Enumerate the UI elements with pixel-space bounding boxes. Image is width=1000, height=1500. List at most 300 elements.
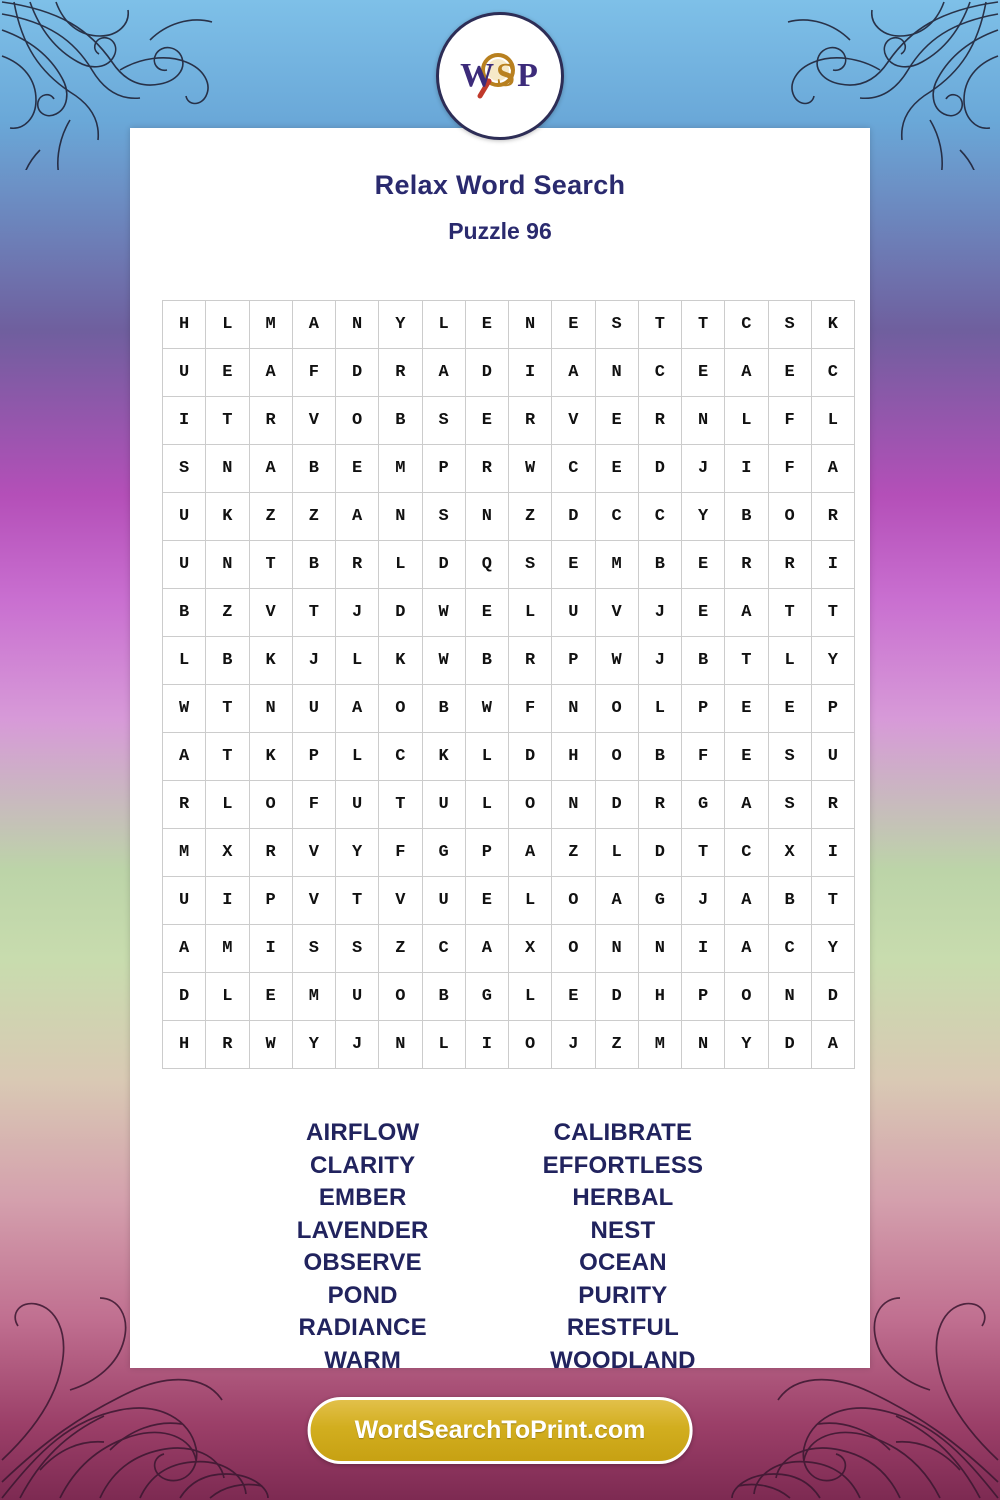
grid-cell[interactable]: C: [595, 493, 638, 541]
word-search-grid[interactable]: [162, 300, 838, 1069]
grid-cell[interactable]: R: [379, 349, 422, 397]
grid-cell[interactable]: T: [292, 589, 335, 637]
grid-cell[interactable]: L: [379, 541, 422, 589]
grid-cell[interactable]: X: [768, 829, 811, 877]
grid-cell[interactable]: S: [768, 733, 811, 781]
grid-cell[interactable]: X: [509, 925, 552, 973]
grid-cell[interactable]: C: [725, 301, 768, 349]
grid-cell[interactable]: U: [422, 877, 465, 925]
grid-cell[interactable]: R: [768, 541, 811, 589]
grid-cell[interactable]: D: [336, 349, 379, 397]
grid-cell[interactable]: N: [509, 301, 552, 349]
word-list-item: OCEAN: [579, 1249, 667, 1276]
grid-cell[interactable]: J: [336, 589, 379, 637]
grid-cell[interactable]: F: [379, 829, 422, 877]
grid-row: [163, 445, 855, 493]
grid-cell[interactable]: T: [682, 301, 725, 349]
grid-cell[interactable]: F: [768, 445, 811, 493]
logo-letter-w: W: [460, 57, 497, 94]
grid-cell[interactable]: B: [638, 733, 681, 781]
grid-cell[interactable]: N: [595, 925, 638, 973]
grid-cell[interactable]: T: [206, 397, 249, 445]
grid-row: [163, 829, 855, 877]
grid-cell[interactable]: W: [249, 1021, 292, 1069]
grid-cell[interactable]: T: [336, 877, 379, 925]
grid-cell[interactable]: J: [336, 1021, 379, 1069]
grid-cell[interactable]: O: [336, 397, 379, 445]
grid-cell[interactable]: T: [206, 685, 249, 733]
grid-cell[interactable]: S: [768, 781, 811, 829]
grid-cell[interactable]: A: [811, 445, 854, 493]
grid-cell[interactable]: R: [509, 397, 552, 445]
grid-row: [163, 349, 855, 397]
grid-cell[interactable]: E: [725, 685, 768, 733]
grid-cell[interactable]: P: [422, 445, 465, 493]
grid-cell[interactable]: W: [509, 445, 552, 493]
logo-letter-s: S: [496, 57, 518, 94]
grid-cell[interactable]: E: [768, 685, 811, 733]
grid-cell[interactable]: G: [638, 877, 681, 925]
grid-cell[interactable]: R: [638, 397, 681, 445]
grid-cell[interactable]: K: [249, 637, 292, 685]
grid-cell[interactable]: X: [206, 829, 249, 877]
grid-cell[interactable]: C: [811, 349, 854, 397]
grid-cell[interactable]: C: [638, 349, 681, 397]
grid-cell[interactable]: Z: [509, 493, 552, 541]
grid-cell[interactable]: H: [163, 301, 206, 349]
grid-cell[interactable]: M: [638, 1021, 681, 1069]
grid-cell[interactable]: O: [595, 685, 638, 733]
grid-row: [163, 301, 855, 349]
grid-cell[interactable]: G: [422, 829, 465, 877]
word-list-item: NEST: [590, 1216, 656, 1244]
grid-cell[interactable]: B: [379, 397, 422, 445]
word-list-item: WOODLAND: [550, 1346, 696, 1374]
word-list-item: EMBER: [318, 1184, 407, 1211]
site-url-label: WordSearchToPrint.com: [354, 1416, 646, 1444]
grid-row: [163, 973, 855, 1021]
grid-cell[interactable]: N: [379, 493, 422, 541]
grid-cell[interactable]: R: [336, 541, 379, 589]
grid-cell[interactable]: L: [811, 397, 854, 445]
grid-cell[interactable]: E: [206, 349, 249, 397]
grid-cell[interactable]: J: [682, 445, 725, 493]
grid-cell[interactable]: J: [682, 877, 725, 925]
grid-cell[interactable]: O: [552, 925, 595, 973]
grid-cell[interactable]: L: [725, 397, 768, 445]
grid-cell[interactable]: S: [336, 925, 379, 973]
grid-cell[interactable]: E: [595, 445, 638, 493]
word-list-item: HERBAL: [572, 1184, 674, 1211]
grid-cell[interactable]: V: [552, 397, 595, 445]
grid-cell[interactable]: U: [336, 781, 379, 829]
grid-cell[interactable]: I: [509, 349, 552, 397]
grid-cell[interactable]: A: [336, 493, 379, 541]
grid-cell[interactable]: C: [552, 445, 595, 493]
grid-cell[interactable]: L: [595, 829, 638, 877]
grid-cell[interactable]: U: [552, 589, 595, 637]
word-list-item: EFFORTLESS: [542, 1151, 704, 1179]
grid-cell[interactable]: O: [552, 877, 595, 925]
grid-cell[interactable]: I: [163, 397, 206, 445]
grid-cell[interactable]: D: [595, 973, 638, 1021]
grid-cell[interactable]: L: [163, 637, 206, 685]
word-list-item: WARM: [324, 1346, 402, 1374]
grid-cell[interactable]: O: [509, 781, 552, 829]
grid-cell[interactable]: B: [292, 541, 335, 589]
grid-cell[interactable]: P: [292, 733, 335, 781]
grid-row: [163, 685, 855, 733]
grid-cell[interactable]: R: [163, 781, 206, 829]
grid-row: [163, 541, 855, 589]
grid-cell[interactable]: L: [465, 781, 508, 829]
grid-cell[interactable]: W: [465, 685, 508, 733]
grid-cell[interactable]: T: [249, 541, 292, 589]
grid-cell[interactable]: I: [811, 541, 854, 589]
grid-cell[interactable]: G: [465, 973, 508, 1021]
grid-row: [163, 1021, 855, 1069]
grid-cell[interactable]: P: [811, 685, 854, 733]
grid-cell[interactable]: E: [595, 397, 638, 445]
word-list-item: CALIBRATE: [553, 1119, 693, 1146]
grid-cell[interactable]: L: [465, 733, 508, 781]
grid-cell[interactable]: I: [465, 1021, 508, 1069]
grid-cell[interactable]: D: [509, 733, 552, 781]
grid-cell[interactable]: N: [379, 1021, 422, 1069]
grid-cell[interactable]: Y: [811, 925, 854, 973]
grid-cell[interactable]: V: [292, 877, 335, 925]
grid-row: [163, 925, 855, 973]
grid-cell[interactable]: N: [595, 349, 638, 397]
grid-cell[interactable]: D: [638, 445, 681, 493]
grid-cell[interactable]: S: [163, 445, 206, 493]
grid-cell[interactable]: V: [249, 589, 292, 637]
grid-cell[interactable]: F: [682, 733, 725, 781]
grid-cell[interactable]: E: [552, 541, 595, 589]
grid-cell[interactable]: I: [725, 445, 768, 493]
grid-cell[interactable]: W: [422, 589, 465, 637]
grid-cell[interactable]: O: [725, 973, 768, 1021]
grid-cell[interactable]: A: [163, 925, 206, 973]
grid-cell[interactable]: B: [422, 685, 465, 733]
grid-cell[interactable]: P: [465, 829, 508, 877]
grid-cell[interactable]: N: [682, 1021, 725, 1069]
grid-cell[interactable]: O: [249, 781, 292, 829]
grid-cell[interactable]: E: [552, 301, 595, 349]
grid-cell[interactable]: S: [422, 493, 465, 541]
grid-cell[interactable]: V: [379, 877, 422, 925]
grid-cell[interactable]: J: [638, 637, 681, 685]
grid-cell[interactable]: Y: [336, 829, 379, 877]
grid-row: [163, 493, 855, 541]
grid-cell[interactable]: U: [163, 349, 206, 397]
grid-cell[interactable]: M: [595, 541, 638, 589]
grid-cell[interactable]: C: [768, 925, 811, 973]
grid-cell[interactable]: E: [249, 973, 292, 1021]
grid-cell[interactable]: M: [292, 973, 335, 1021]
grid-cell[interactable]: K: [811, 301, 854, 349]
grid-cell[interactable]: W: [595, 637, 638, 685]
grid-row: [163, 397, 855, 445]
grid-cell[interactable]: O: [379, 685, 422, 733]
grid-cell[interactable]: T: [379, 781, 422, 829]
grid-cell[interactable]: E: [682, 541, 725, 589]
grid-cell[interactable]: Q: [465, 541, 508, 589]
grid-cell[interactable]: R: [725, 541, 768, 589]
grid-cell[interactable]: B: [422, 973, 465, 1021]
grid-cell[interactable]: D: [422, 541, 465, 589]
grid-cell[interactable]: L: [509, 589, 552, 637]
grid-cell[interactable]: W: [422, 637, 465, 685]
grid-cell[interactable]: A: [249, 349, 292, 397]
grid-cell[interactable]: E: [465, 877, 508, 925]
grid-cell[interactable]: T: [811, 589, 854, 637]
grid-row: [163, 877, 855, 925]
grid-cell[interactable]: U: [163, 877, 206, 925]
grid-cell[interactable]: B: [292, 445, 335, 493]
grid-cell[interactable]: A: [595, 877, 638, 925]
grid-cell[interactable]: L: [509, 877, 552, 925]
grid-cell[interactable]: N: [465, 493, 508, 541]
grid-cell[interactable]: S: [422, 397, 465, 445]
grid-cell[interactable]: N: [638, 925, 681, 973]
grid-cell[interactable]: F: [768, 397, 811, 445]
grid-cell[interactable]: A: [465, 925, 508, 973]
grid-row: [163, 733, 855, 781]
grid-cell[interactable]: E: [682, 589, 725, 637]
grid-cell[interactable]: B: [638, 541, 681, 589]
grid-cell[interactable]: R: [509, 637, 552, 685]
grid-cell[interactable]: L: [206, 781, 249, 829]
grid-cell[interactable]: K: [422, 733, 465, 781]
grid-cell[interactable]: A: [725, 877, 768, 925]
grid-cell[interactable]: C: [638, 493, 681, 541]
grid-cell[interactable]: R: [811, 493, 854, 541]
grid-cell[interactable]: D: [768, 1021, 811, 1069]
word-list: [130, 1117, 870, 1377]
grid-cell[interactable]: Y: [682, 493, 725, 541]
grid-cell[interactable]: R: [249, 829, 292, 877]
grid-cell[interactable]: N: [206, 541, 249, 589]
grid-cell[interactable]: U: [422, 781, 465, 829]
grid-cell[interactable]: K: [249, 733, 292, 781]
grid-cell[interactable]: T: [638, 301, 681, 349]
grid-cell[interactable]: D: [595, 781, 638, 829]
grid-cell[interactable]: C: [422, 925, 465, 973]
grid-cell[interactable]: Y: [811, 637, 854, 685]
grid-cell[interactable]: B: [465, 637, 508, 685]
grid-cell[interactable]: N: [249, 685, 292, 733]
word-list-item: POND: [327, 1281, 398, 1309]
grid-cell[interactable]: U: [163, 541, 206, 589]
grid-cell[interactable]: A: [163, 733, 206, 781]
grid-cell[interactable]: A: [422, 349, 465, 397]
word-list-item: AIRFLOW: [305, 1119, 420, 1146]
grid-cell[interactable]: Z: [552, 829, 595, 877]
grid-cell[interactable]: O: [509, 1021, 552, 1069]
grid-cell[interactable]: V: [292, 397, 335, 445]
grid-cell[interactable]: Z: [292, 493, 335, 541]
grid-cell[interactable]: P: [682, 973, 725, 1021]
grid-cell[interactable]: E: [465, 397, 508, 445]
grid-cell[interactable]: S: [509, 541, 552, 589]
word-list-column-left: [297, 1117, 429, 1377]
grid-cell[interactable]: H: [638, 973, 681, 1021]
grid-cell[interactable]: D: [163, 973, 206, 1021]
grid-cell[interactable]: A: [336, 685, 379, 733]
grid-cell[interactable]: Z: [249, 493, 292, 541]
page-title: Relax Word Search: [374, 170, 626, 200]
grid-cell[interactable]: F: [509, 685, 552, 733]
grid-cell[interactable]: L: [768, 637, 811, 685]
grid-cell[interactable]: E: [725, 733, 768, 781]
grid-cell[interactable]: N: [682, 397, 725, 445]
word-list-item: LAVENDER: [296, 1216, 429, 1244]
grid-cell[interactable]: N: [552, 781, 595, 829]
grid-cell[interactable]: T: [811, 877, 854, 925]
word-list-item: RESTFUL: [566, 1314, 679, 1341]
grid-cell[interactable]: W: [163, 685, 206, 733]
grid-cell[interactable]: I: [682, 925, 725, 973]
grid-cell[interactable]: T: [725, 637, 768, 685]
grid-cell[interactable]: F: [292, 349, 335, 397]
grid-cell[interactable]: U: [811, 733, 854, 781]
grid-cell[interactable]: L: [422, 301, 465, 349]
grid-cell[interactable]: Y: [725, 1021, 768, 1069]
grid-cell[interactable]: D: [638, 829, 681, 877]
grid-cell[interactable]: P: [682, 685, 725, 733]
grid-cell[interactable]: A: [725, 781, 768, 829]
grid-cell[interactable]: Y: [379, 301, 422, 349]
grid-cell[interactable]: P: [249, 877, 292, 925]
grid-cell[interactable]: I: [249, 925, 292, 973]
grid-cell[interactable]: A: [552, 349, 595, 397]
grid-cell[interactable]: L: [509, 973, 552, 1021]
grid-cell[interactable]: B: [725, 493, 768, 541]
grid-cell[interactable]: J: [292, 637, 335, 685]
grid-cell[interactable]: O: [595, 733, 638, 781]
grid-cell[interactable]: H: [163, 1021, 206, 1069]
grid-cell[interactable]: A: [249, 445, 292, 493]
grid-cell[interactable]: R: [638, 781, 681, 829]
grid-cell[interactable]: L: [336, 733, 379, 781]
grid-cell[interactable]: A: [509, 829, 552, 877]
grid-cell[interactable]: E: [682, 349, 725, 397]
grid-cell[interactable]: D: [379, 589, 422, 637]
site-url-badge[interactable]: [308, 1397, 693, 1464]
grid-cell[interactable]: O: [768, 493, 811, 541]
grid-cell[interactable]: M: [206, 925, 249, 973]
grid-cell[interactable]: L: [206, 973, 249, 1021]
grid-cell[interactable]: J: [638, 589, 681, 637]
grid-cell[interactable]: A: [811, 1021, 854, 1069]
word-list-item: OBSERVE: [303, 1249, 422, 1276]
grid-cell[interactable]: N: [206, 445, 249, 493]
grid-cell[interactable]: C: [379, 733, 422, 781]
grid-cell[interactable]: T: [682, 829, 725, 877]
grid-cell[interactable]: L: [206, 301, 249, 349]
grid-cell[interactable]: E: [465, 589, 508, 637]
grid-cell[interactable]: R: [465, 445, 508, 493]
puzzle-subtitle: Puzzle 96: [448, 218, 552, 244]
grid-cell[interactable]: N: [336, 301, 379, 349]
grid-cell[interactable]: R: [206, 1021, 249, 1069]
grid-cell[interactable]: C: [725, 829, 768, 877]
grid-cell[interactable]: L: [638, 685, 681, 733]
grid-cell[interactable]: Y: [292, 1021, 335, 1069]
grid-cell[interactable]: S: [595, 301, 638, 349]
grid-cell[interactable]: A: [725, 589, 768, 637]
grid-cell[interactable]: I: [206, 877, 249, 925]
grid-cell[interactable]: D: [552, 493, 595, 541]
grid-cell[interactable]: S: [292, 925, 335, 973]
grid-cell[interactable]: K: [379, 637, 422, 685]
grid-cell[interactable]: A: [725, 349, 768, 397]
grid-cell[interactable]: R: [249, 397, 292, 445]
grid-cell[interactable]: H: [552, 733, 595, 781]
grid-cell[interactable]: U: [336, 973, 379, 1021]
word-list-item: PURITY: [578, 1281, 668, 1309]
grid-cell[interactable]: R: [811, 781, 854, 829]
logo-letters: [460, 57, 540, 95]
grid-cell[interactable]: B: [682, 637, 725, 685]
grid-cell[interactable]: D: [465, 349, 508, 397]
grid-cell[interactable]: S: [768, 301, 811, 349]
grid-cell[interactable]: M: [163, 829, 206, 877]
grid-cell[interactable]: B: [163, 589, 206, 637]
grid-cell[interactable]: E: [768, 349, 811, 397]
grid-cell[interactable]: L: [336, 637, 379, 685]
grid-row: [163, 589, 855, 637]
grid-cell[interactable]: E: [552, 973, 595, 1021]
grid-cell[interactable]: M: [249, 301, 292, 349]
grid-cell[interactable]: U: [292, 685, 335, 733]
letter-grid-table[interactable]: [162, 300, 855, 1069]
grid-cell[interactable]: N: [552, 685, 595, 733]
grid-cell[interactable]: I: [811, 829, 854, 877]
grid-cell[interactable]: D: [811, 973, 854, 1021]
grid-row: [163, 781, 855, 829]
grid-cell[interactable]: O: [379, 973, 422, 1021]
grid-cell[interactable]: L: [422, 1021, 465, 1069]
site-logo: [436, 12, 564, 140]
grid-cell[interactable]: Z: [595, 1021, 638, 1069]
grid-cell[interactable]: K: [206, 493, 249, 541]
grid-cell[interactable]: A: [292, 301, 335, 349]
grid-cell[interactable]: V: [595, 589, 638, 637]
word-list-item: CLARITY: [309, 1151, 416, 1179]
grid-cell[interactable]: T: [768, 589, 811, 637]
grid-cell[interactable]: A: [725, 925, 768, 973]
grid-cell[interactable]: B: [206, 637, 249, 685]
logo-inner: [444, 20, 556, 132]
grid-cell[interactable]: G: [682, 781, 725, 829]
grid-cell[interactable]: E: [336, 445, 379, 493]
grid-cell[interactable]: B: [768, 877, 811, 925]
grid-cell[interactable]: V: [292, 829, 335, 877]
grid-cell[interactable]: T: [206, 733, 249, 781]
grid-cell[interactable]: M: [379, 445, 422, 493]
grid-cell[interactable]: U: [163, 493, 206, 541]
grid-cell[interactable]: F: [292, 781, 335, 829]
grid-cell[interactable]: Z: [379, 925, 422, 973]
grid-cell[interactable]: N: [768, 973, 811, 1021]
word-list-item: RADIANCE: [298, 1314, 427, 1341]
grid-cell[interactable]: E: [465, 301, 508, 349]
grid-cell[interactable]: Z: [206, 589, 249, 637]
grid-cell[interactable]: J: [552, 1021, 595, 1069]
grid-cell[interactable]: P: [552, 637, 595, 685]
